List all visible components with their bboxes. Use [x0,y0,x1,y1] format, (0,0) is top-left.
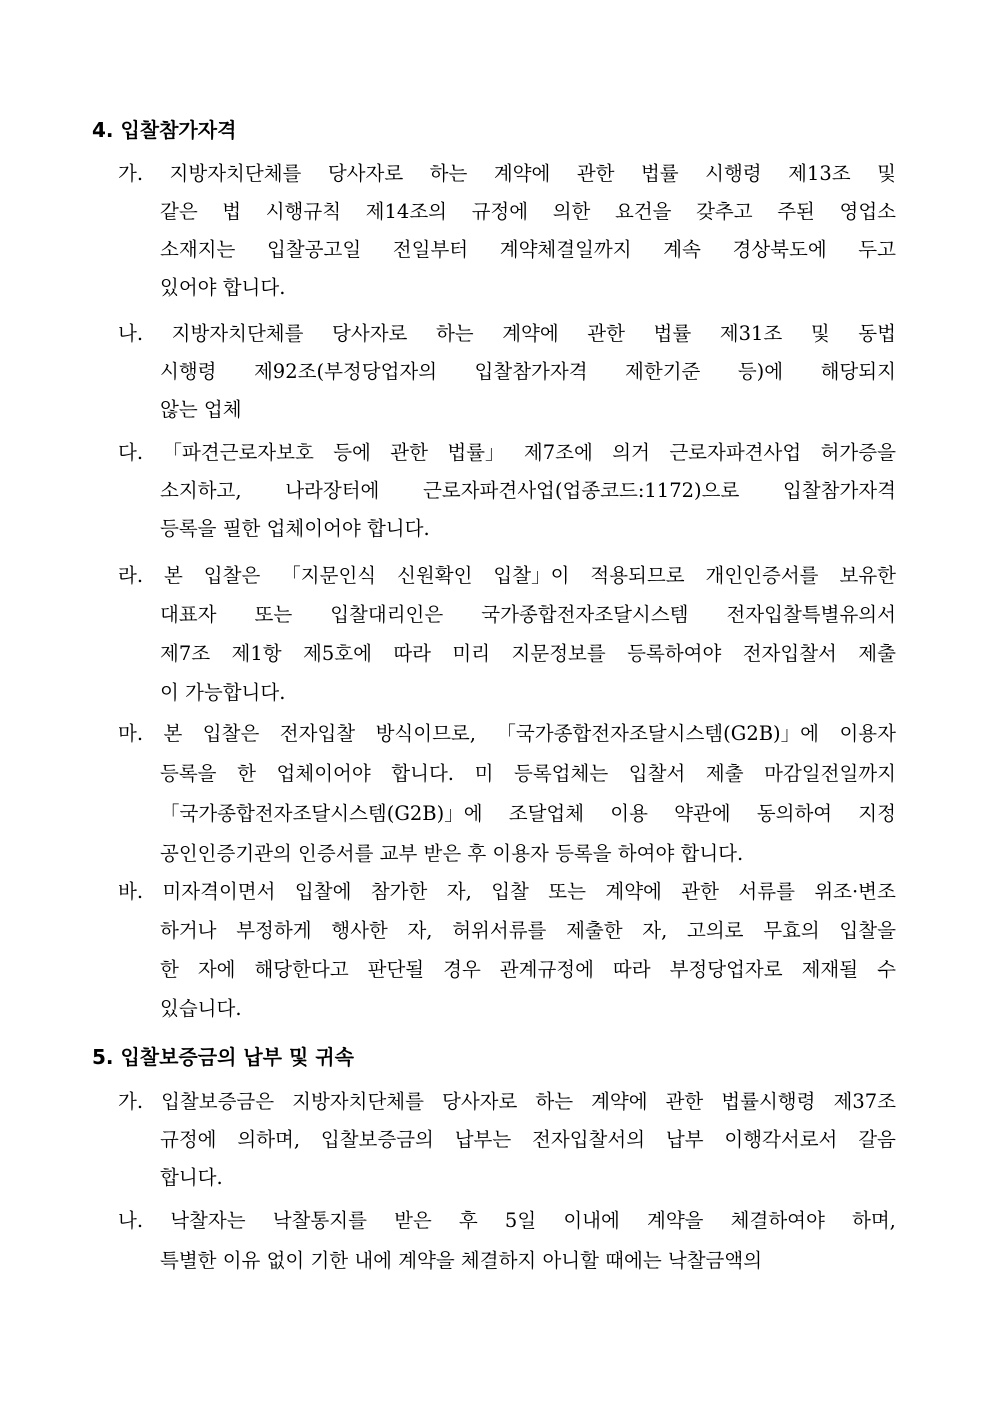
item-first-line: 가. 입찰보증금은 지방자치단체를 당사자로 하는 계약에 관한 법률시행령 제37조 [118,1090,896,1113]
item-continuation-line: 대표자 또는 입찰대리인은 국가종합전자조달시스템 전자입찰특별유의서 [160,603,896,626]
item-continuation-line: 이 가능합니다. [160,681,286,704]
item-continuation-line: 있습니다. [160,997,242,1020]
item-continuation-line: 공인인증기관의 인증서를 교부 받은 후 이용자 등록을 하여야 합니다. [160,842,744,865]
item-first-line: 다. 「파견근로자보호 등에 관한 법률」 제7조에 의거 근로자파견사업 허가증을 [118,441,896,464]
item-continuation-line: 하거나 부정하게 행사한 자, 허위서류를 제출한 자, 고의로 무효의 입찰을 [160,919,896,942]
item-continuation-line: 등록을 한 업체이어야 합니다. 미 등록업체는 입찰서 제출 마감일전일까지 [160,762,896,785]
item-continuation-line: 소재지는 입찰공고일 전일부터 계약체결일까지 계속 경상북도에 두고 [160,238,896,261]
item-continuation-line: 않는 업체 [160,398,242,421]
item-continuation-line: 규정에 의하며, 입찰보증금의 납부는 전자입찰서의 납부 이행각서로서 갈음 [160,1128,896,1151]
item-continuation-line: 있어야 합니다. [160,276,286,299]
section-4-heading: 4. 입찰참가자격 [92,118,237,142]
item-continuation-line: 시행령 제92조(부정당업자의 입찰참가자격 제한기준 등)에 해당되지 [160,360,896,383]
item-first-line: 나. 낙찰자는 낙찰통지를 받은 후 5일 이내에 계약을 체결하여야 하며, [118,1209,896,1232]
item-first-line: 가. 지방자치단체를 당사자로 하는 계약에 관한 법률 시행령 제13조 및 [118,162,896,185]
item-first-line: 바. 미자격이면서 입찰에 참가한 자, 입찰 또는 계약에 관한 서류를 위조·변조 [118,880,896,903]
item-continuation-line: 「국가종합전자조달시스템(G2B)」에 조달업체 이용 약관에 동의하여 지정 [160,802,896,825]
item-first-line: 나. 지방자치단체를 당사자로 하는 계약에 관한 법률 제31조 및 동법 [118,322,896,345]
item-continuation-line: 특별한 이유 없이 기한 내에 계약을 체결하지 아니할 때에는 낙찰금액의 [160,1249,763,1272]
item-continuation-line: 제7조 제1항 제5호에 따라 미리 지문정보를 등록하여야 전자입찰서 제출 [160,642,896,665]
section-5-heading: 5. 입찰보증금의 납부 및 귀속 [92,1045,354,1069]
item-continuation-line: 한 자에 해당한다고 판단될 경우 관계규정에 따라 부정당업자로 제재될 수 [160,958,896,981]
item-first-line: 라. 본 입찰은 「지문인식 신원확인 입찰」이 적용되므로 개인인증서를 보유한 [118,564,896,587]
item-first-line: 마. 본 입찰은 전자입찰 방식이므로, 「국가종합전자조달시스템(G2B)」에 이용자 [118,722,896,745]
item-continuation-line: 소지하고, 나라장터에 근로자파견사업(업종코드:1172)으로 입찰참가자격 [160,479,896,502]
item-continuation-line: 같은 법 시행규칙 제14조의 규정에 의한 요건을 갖추고 주된 영업소 [160,200,896,223]
item-continuation-line: 합니다. [160,1166,223,1189]
item-continuation-line: 등록을 필한 업체이어야 합니다. [160,517,430,540]
